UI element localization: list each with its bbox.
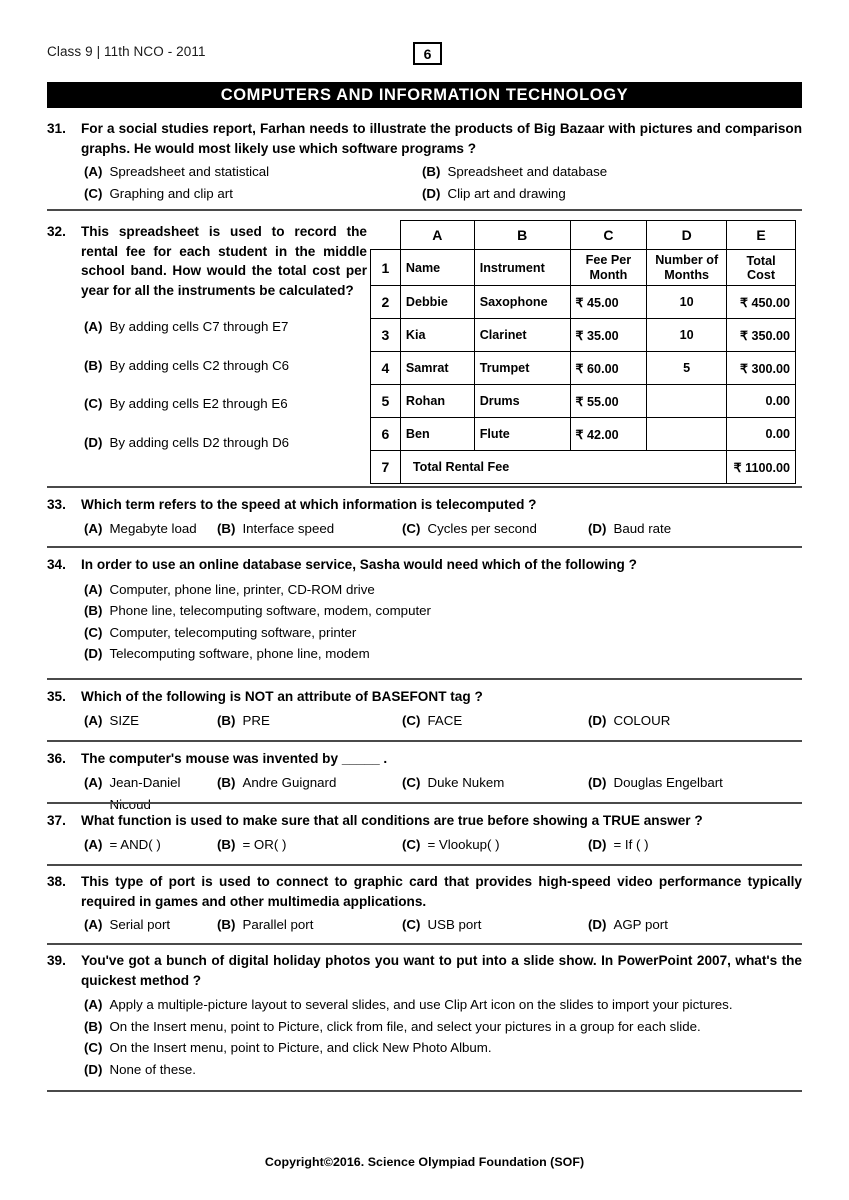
option-row [47, 161, 802, 183]
question-33-head [47, 495, 802, 515]
option-row [47, 518, 802, 540]
table-row [371, 352, 796, 385]
option-text: Graphing and clip art [109, 186, 233, 201]
option-row [47, 914, 802, 936]
option-35-a[interactable] [47, 710, 217, 732]
question-39-text: You've got a bunch of digital holiday photos you want to put into a slide show. In PowerPoint 2007, what's the quickest method ? [81, 953, 802, 988]
option-33-d[interactable] [588, 518, 768, 540]
option-38-b[interactable] [217, 914, 402, 936]
option-36-b[interactable] [217, 772, 402, 816]
option-label: (D) [588, 520, 607, 536]
row-number: 2 [371, 286, 401, 319]
option-row [47, 834, 802, 856]
cell-a3: Kia [400, 319, 474, 352]
option-text: = Vlookup( ) [427, 836, 500, 852]
cell-e5: 0.00 [727, 385, 796, 418]
cell-b4: Trumpet [474, 352, 570, 385]
cell-e6: 0.00 [727, 418, 796, 451]
question-38-text: This type of port is used to connect to graphic card that provides high-speed video performance typically required in games and other multimedia applications. [81, 874, 802, 909]
question-38-number: 38. [47, 874, 66, 889]
question-33-text: Which term refers to the speed at which information is telecomputed ? [81, 497, 537, 512]
cell-e3: ₹ 350.00 [727, 319, 796, 352]
option-label: (D) [588, 836, 607, 852]
question-35-text: Which of the following is NOT an attribute of BASEFONT tag ? [81, 689, 483, 704]
cell-d2: 10 [647, 286, 727, 319]
option-label: (A) [84, 319, 103, 334]
option-row [47, 772, 802, 816]
cell-d3: 10 [647, 319, 727, 352]
footer-copyright: Copyright©2016. Science Olympiad Foundation (SOF) [264, 1155, 585, 1169]
option-33-b[interactable] [217, 518, 402, 540]
question-36-head [47, 749, 802, 769]
option-label: (D) [588, 712, 607, 728]
option-text: By adding cells E2 through E6 [109, 396, 288, 411]
option-39-a[interactable] [47, 994, 802, 1016]
cell-a1: Name [400, 250, 474, 286]
row-number: 7 [371, 451, 401, 484]
option-38-a[interactable] [47, 914, 217, 936]
option-32-d[interactable] [47, 432, 367, 454]
question-39 [47, 951, 802, 1080]
question-separator [47, 209, 802, 211]
question-32-options [47, 316, 367, 453]
page-header [47, 44, 802, 66]
option-35-b[interactable] [217, 710, 402, 732]
cell-c5: ₹ 55.00 [570, 385, 647, 418]
question-separator [47, 943, 802, 945]
option-label: (C) [402, 712, 421, 728]
option-31-a[interactable] [47, 161, 402, 183]
table-row [371, 286, 796, 319]
row-number: 4 [371, 352, 401, 385]
option-label: (D) [422, 186, 441, 201]
option-text: Apply a multiple-picture layout to several slides, and use Clip Art icon on the slides to import your pictures. [109, 997, 733, 1012]
cell-b2: Saxophone [474, 286, 570, 319]
option-label: (D) [588, 917, 607, 932]
question-37-number: 37. [47, 813, 66, 828]
option-label: (D) [588, 774, 607, 790]
cell-a2: Debbie [400, 286, 474, 319]
column-header-e: E [727, 221, 796, 250]
table-row [371, 250, 796, 286]
option-label: (B) [84, 1018, 103, 1034]
option-39-b[interactable] [47, 1016, 802, 1038]
option-text: COLOUR [613, 712, 671, 728]
option-text: Serial port [109, 917, 171, 932]
question-36 [47, 749, 802, 816]
option-35-d[interactable] [588, 710, 768, 732]
question-34-number: 34. [47, 557, 66, 572]
option-34-b[interactable] [47, 600, 802, 622]
option-label: (A) [84, 774, 103, 790]
question-33-options [47, 518, 802, 540]
option-text: FACE [427, 712, 463, 728]
option-text: Telecomputing software, phone line, modem [109, 646, 370, 661]
option-32-b[interactable] [47, 355, 367, 377]
option-31-d[interactable] [402, 183, 762, 205]
option-label: (B) [217, 520, 236, 536]
option-38-d[interactable] [588, 914, 768, 936]
table-row [371, 418, 796, 451]
question-31-options [47, 161, 802, 205]
option-text: On the Insert menu, point to Picture, click from file, and select your pictures in a group for each slide. [109, 1018, 701, 1034]
option-label: (C) [84, 1040, 103, 1055]
cell-e4: ₹ 300.00 [727, 352, 796, 385]
table-total-row [371, 451, 796, 484]
option-label: (B) [217, 836, 236, 852]
row-number: 6 [371, 418, 401, 451]
question-36-text: The computer's mouse was invented by _____ . [81, 751, 388, 766]
total-rental-fee-label: Total Rental Fee [400, 451, 726, 484]
option-text: = OR( ) [242, 836, 287, 852]
cell-d6 [647, 418, 727, 451]
total-rental-fee-value: ₹ 1100.00 [727, 451, 796, 484]
option-32-a[interactable] [47, 316, 367, 338]
column-header-d: D [647, 221, 727, 250]
option-row [47, 183, 802, 205]
option-39-c[interactable] [47, 1037, 802, 1059]
question-37-options [47, 834, 802, 856]
option-37-b[interactable] [217, 834, 402, 856]
cell-c4: ₹ 60.00 [570, 352, 647, 385]
option-row [47, 710, 802, 732]
question-32-number: 32. [47, 224, 66, 239]
option-text: Computer, phone line, printer, CD-ROM drive [109, 581, 375, 597]
row-number: 1 [371, 250, 401, 286]
option-35-c[interactable] [402, 710, 588, 732]
option-34-c[interactable] [47, 622, 802, 644]
question-32 [47, 222, 367, 453]
option-label: (B) [217, 712, 236, 728]
class-exam-label: Class 9 | 11th NCO - 2011 [47, 44, 206, 59]
question-35-head [47, 687, 802, 707]
cell-c3: ₹ 35.00 [570, 319, 647, 352]
option-text: Megabyte load [109, 520, 197, 536]
cell-b6: Flute [474, 418, 570, 451]
question-34-text: In order to use an online database service, Sasha would need which of the following ? [81, 557, 637, 572]
spreadsheet-table [370, 220, 796, 484]
option-label: (D) [84, 646, 103, 661]
option-label: (A) [84, 917, 103, 932]
question-separator [47, 802, 802, 804]
option-text: PRE [242, 712, 270, 728]
question-39-options [47, 994, 802, 1080]
cell-b5: Drums [474, 385, 570, 418]
cell-e1: Total Cost [727, 250, 796, 286]
option-label: (D) [84, 434, 103, 450]
option-37-d[interactable] [588, 834, 768, 856]
option-32-c[interactable] [47, 393, 367, 415]
column-header-b: B [474, 221, 570, 250]
option-31-c[interactable] [47, 183, 402, 205]
table-row [371, 319, 796, 352]
option-text: Jean-Daniel Nicoud [109, 774, 181, 812]
question-35 [47, 687, 802, 732]
option-label: (A) [84, 997, 103, 1012]
question-separator [47, 678, 802, 680]
option-text: SIZE [109, 712, 140, 728]
question-32-text: This spreadsheet is used to record the rental fee for each student in the middle school band. How would the total cost per year for all the instruments be calculated? [81, 224, 367, 298]
cell-b3: Clarinet [474, 319, 570, 352]
option-text: Baud rate [613, 520, 672, 536]
cell-c2: ₹ 45.00 [570, 286, 647, 319]
row-number: 5 [371, 385, 401, 418]
question-separator [47, 864, 802, 866]
option-34-d[interactable] [47, 643, 802, 665]
option-label: (B) [217, 917, 236, 932]
option-39-d[interactable] [47, 1059, 802, 1081]
option-33-c[interactable] [402, 518, 588, 540]
option-text: Spreadsheet and statistical [109, 164, 270, 179]
option-label: (D) [84, 1061, 103, 1077]
row-number: 3 [371, 319, 401, 352]
option-text: Cycles per second [427, 520, 537, 536]
option-text: On the Insert menu, point to Picture, and click New Photo Album. [109, 1040, 492, 1055]
table-row [371, 385, 796, 418]
question-38-options [47, 914, 802, 936]
option-text: By adding cells C2 through C6 [109, 357, 290, 373]
cell-a4: Samrat [400, 352, 474, 385]
cell-c1: Fee Per Month [570, 250, 647, 286]
option-label: (C) [84, 624, 103, 640]
table-column-header-row [371, 221, 796, 250]
section-title-banner: COMPUTERS AND INFORMATION TECHNOLOGY [47, 82, 802, 108]
option-text: None of these. [109, 1061, 196, 1077]
option-label: (B) [84, 357, 103, 373]
option-text: Interface speed [242, 520, 335, 536]
option-36-a[interactable] [47, 772, 217, 816]
question-32-head [47, 222, 367, 300]
cell-a6: Ben [400, 418, 474, 451]
question-37 [47, 811, 802, 856]
question-31-head [47, 119, 802, 158]
cell-d1: Number of Months [647, 250, 727, 286]
option-text: Phone line, telecomputing software, modem, computer [109, 603, 431, 618]
option-label: (A) [84, 712, 103, 728]
question-separator [47, 546, 802, 548]
option-label: (A) [84, 581, 103, 597]
option-text: Duke Nukem [427, 774, 505, 790]
question-33-number: 33. [47, 497, 66, 512]
option-label: (C) [402, 774, 421, 790]
question-33 [47, 495, 802, 540]
question-separator [47, 486, 802, 488]
option-label: (C) [84, 396, 103, 411]
question-34-head [47, 555, 802, 575]
option-label: (C) [402, 917, 421, 932]
sheet-corner-cell [371, 221, 401, 250]
option-label: (B) [217, 774, 236, 790]
question-separator [47, 740, 802, 742]
question-36-options [47, 772, 802, 816]
question-31-text: For a social studies report, Farhan needs to illustrate the products of Big Bazaar with pictures and comparison graphs. He would most likely use which software programs ? [81, 121, 802, 156]
question-31 [47, 119, 802, 205]
option-text: Douglas Engelbart [613, 774, 723, 790]
option-31-b[interactable] [402, 161, 762, 183]
option-text: Spreadsheet and database [447, 164, 608, 179]
option-33-a[interactable] [47, 518, 217, 540]
option-text: = AND( ) [109, 836, 161, 852]
cell-a5: Rohan [400, 385, 474, 418]
option-text: By adding cells C7 through E7 [109, 319, 289, 334]
question-38-head [47, 872, 802, 911]
option-label: (B) [422, 164, 441, 179]
column-header-a: A [400, 221, 474, 250]
option-38-c[interactable] [402, 914, 588, 936]
option-text: = If ( ) [613, 836, 649, 852]
section-end-separator [47, 1090, 802, 1092]
column-header-c: C [570, 221, 647, 250]
question-34 [47, 555, 802, 665]
option-text: USB port [427, 917, 482, 932]
cell-c6: ₹ 42.00 [570, 418, 647, 451]
question-31-number: 31. [47, 121, 66, 136]
page-number-badge: 6 [413, 42, 442, 65]
cell-b1: Instrument [474, 250, 570, 286]
option-36-c[interactable] [402, 772, 588, 816]
question-39-number: 39. [47, 953, 66, 968]
option-label: (C) [402, 836, 421, 852]
option-37-a[interactable] [47, 834, 217, 856]
option-36-d[interactable] [588, 772, 768, 816]
question-34-options [47, 579, 802, 665]
question-36-number: 36. [47, 751, 66, 766]
option-text: Andre Guignard [242, 774, 337, 790]
cell-d4: 5 [647, 352, 727, 385]
question-38 [47, 872, 802, 936]
option-text: Parallel port [242, 917, 314, 932]
question-35-options [47, 710, 802, 732]
option-label: (A) [84, 164, 103, 179]
option-text: AGP port [613, 917, 668, 932]
cell-e2: ₹ 450.00 [727, 286, 796, 319]
question-37-head [47, 811, 802, 831]
option-34-a[interactable] [47, 579, 802, 601]
question-35-number: 35. [47, 689, 66, 704]
question-39-head [47, 951, 802, 990]
option-label: (A) [84, 520, 103, 536]
cell-d5 [647, 385, 727, 418]
option-label: (B) [84, 603, 103, 618]
option-text: By adding cells D2 through D6 [109, 434, 290, 450]
option-label: (A) [84, 836, 103, 852]
option-label: (C) [402, 520, 421, 536]
option-label: (C) [84, 186, 103, 201]
option-37-c[interactable] [402, 834, 588, 856]
question-37-text: What function is used to make sure that all conditions are true before showing a TRUE answer ? [81, 813, 703, 828]
option-text: Computer, telecomputing software, printer [109, 624, 357, 640]
option-text: Clip art and drawing [447, 186, 566, 201]
